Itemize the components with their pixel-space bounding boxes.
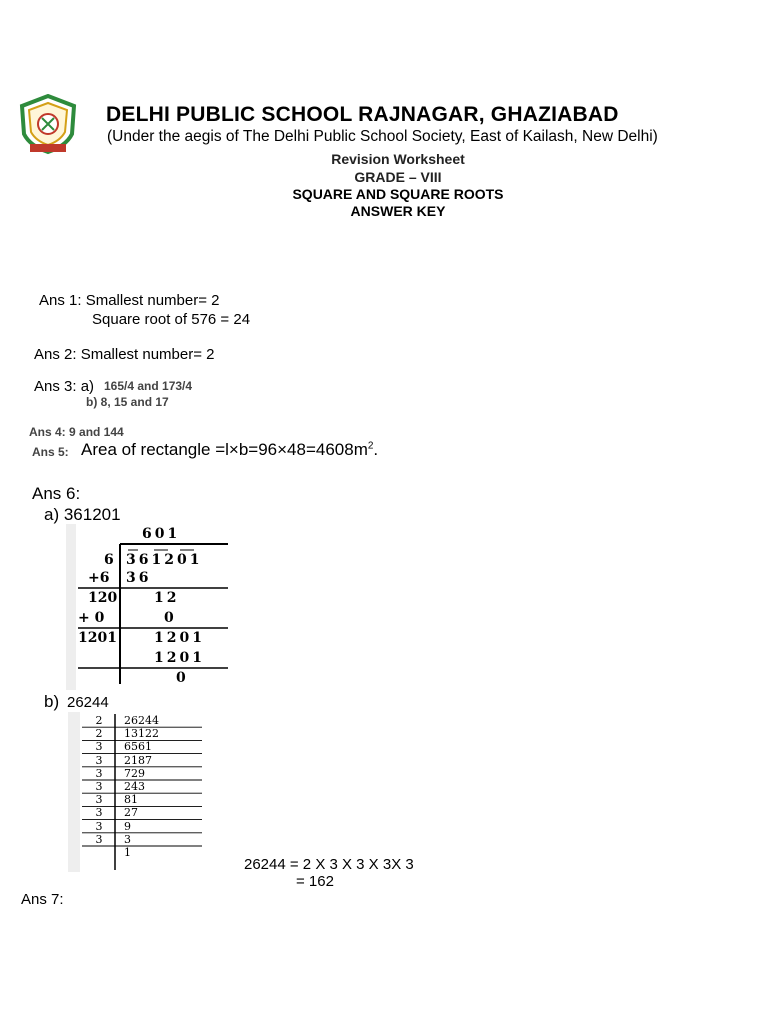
plus-1: +6: [88, 570, 110, 586]
school-aegis: (Under the aegis of The Delhi Public School Society, East of Kailash, New Delhi): [107, 128, 658, 145]
factor-quotient: 27: [124, 806, 138, 820]
factor-divisor: 3: [95, 806, 103, 820]
factor-row: [68, 740, 256, 753]
ans2: Ans 2: Smallest number= 2: [34, 346, 215, 363]
ans3-a: 165/4 and 173/4: [104, 379, 193, 393]
worksheet-title: Revision Worksheet: [331, 151, 465, 167]
school-logo: [18, 94, 78, 156]
factor-divisor: 3: [95, 793, 103, 807]
factor-quotient: 3: [124, 832, 131, 846]
factor-quotient: 729: [124, 766, 145, 780]
ans6-a: a) 361201: [44, 505, 121, 524]
division-lines: [66, 524, 232, 690]
factor-quotient: 243: [124, 780, 145, 793]
factor-quotient: 2187: [124, 753, 152, 767]
ans1-line2: Square root of 576 = 24: [92, 311, 251, 328]
ans5-formula: Area of rectangle =l×b=96×48=4608m: [81, 440, 368, 459]
factor-row: [68, 727, 256, 740]
factor-divisor: 2: [95, 727, 103, 741]
plus-2: + 0: [78, 610, 105, 626]
ans3-label: Ans 3: a): [34, 378, 95, 395]
factor-quotient: 13122: [124, 727, 159, 741]
factor-row: [68, 806, 256, 819]
long-division-figure: [66, 524, 232, 690]
grade-label: GRADE – VIII: [354, 169, 442, 185]
subtract-3: 1201: [154, 650, 205, 666]
factor-divisor: 3: [95, 753, 103, 767]
factor-divisor: 3: [95, 832, 103, 846]
ans6-b-label: b): [44, 692, 60, 711]
ans5-period: .: [373, 440, 379, 459]
factor-row: [68, 833, 256, 846]
subtract-2: 0: [164, 610, 174, 626]
ans6: Ans 6:: [32, 484, 81, 503]
quotient: 601: [142, 526, 181, 542]
divisor-2: 120: [88, 590, 118, 606]
factor-quotient: 1: [124, 846, 131, 859]
ans5-label: Ans 5:: [32, 445, 69, 459]
ans6-b-value: 26244: [67, 694, 109, 711]
factor-quotient: 9: [124, 819, 131, 833]
ans7: Ans 7:: [21, 891, 64, 908]
ans1-line1: Ans 1: Smallest number= 2: [39, 292, 220, 309]
remainder-2: 12: [154, 590, 180, 606]
factor-divisor: 2: [95, 714, 103, 727]
ans3-b: b) 8, 15 and 17: [86, 395, 169, 409]
factor-row: [68, 820, 256, 833]
ans5-superscript: 2: [367, 440, 374, 452]
factor-row: [68, 793, 256, 806]
factor-quotient: 81: [124, 793, 138, 807]
factor-row: [68, 846, 256, 859]
answer-key-title: ANSWER KEY: [350, 203, 446, 219]
school-name: DELHI PUBLIC SCHOOL RAJNAGAR, GHAZIABAD: [106, 103, 619, 126]
final-remainder: 0: [176, 670, 186, 686]
factor-quotient: 26244: [124, 714, 159, 727]
factor-divisor: 3: [95, 819, 103, 833]
topic-title: SQUARE AND SQUARE ROOTS: [292, 186, 504, 202]
divisor-3: 1201: [78, 630, 117, 646]
factor-divisor: 3: [95, 780, 103, 793]
factor-row: [68, 714, 256, 727]
factor-row: [68, 780, 256, 793]
divisor-1: 6: [104, 552, 114, 568]
subtract-1: 36: [126, 570, 152, 586]
ans6-b-result: = 162: [296, 873, 334, 890]
dividend: 361201: [126, 552, 203, 568]
factor-divisor: 3: [95, 740, 103, 754]
factor-quotient: 6561: [124, 740, 152, 754]
remainder-3: 1201: [154, 630, 205, 646]
prime-factor-table: [68, 712, 204, 872]
ans6-b-equation: 26244 = 2 X 3 X 3 X 3X 3: [244, 856, 414, 873]
factor-divisor: 3: [95, 766, 103, 780]
ans4: Ans 4: 9 and 144: [29, 425, 124, 439]
ans5-text: [81, 440, 378, 460]
factor-row: [68, 754, 256, 767]
factor-row: [68, 767, 256, 780]
